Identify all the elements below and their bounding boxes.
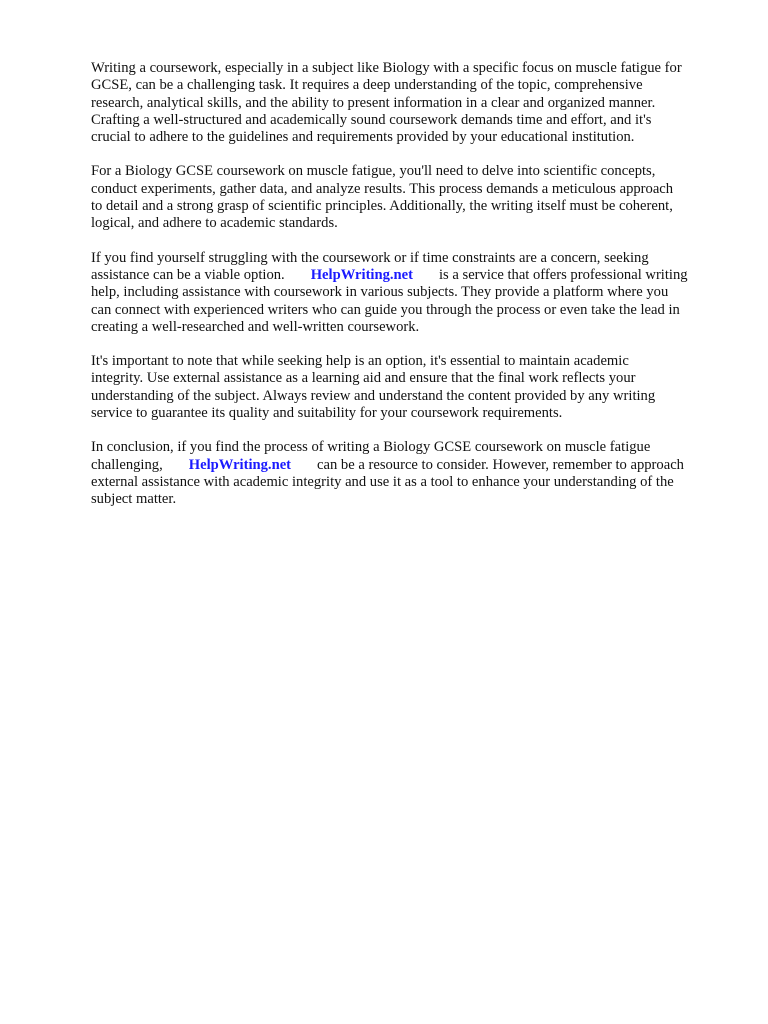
text-line: integrity. Use external assistance as a learning aid and ensure that the final work reflects your: [91, 370, 636, 387]
text-line: creating a well-researched and well-written coursework.: [91, 318, 420, 335]
paragraph-intro: [91, 60, 723, 146]
text-line: If you find yourself struggling with the coursework or if time constraints are a concern, seeking: [91, 249, 649, 266]
text-line-with-link: [91, 267, 723, 284]
paragraph-requirements: [91, 163, 723, 232]
paragraph-conclusion: [91, 439, 723, 508]
document-page: [91, 60, 723, 526]
text-line: It's important to note that while seeking help is an option, it's essential to maintain academic: [91, 353, 629, 370]
paragraph-assistance: [91, 250, 723, 336]
text-line: Writing a coursework, especially in a subject like Biology with a specific focus on muscle fatigue for: [91, 60, 682, 76]
text-line: research, analytical skills, and the ability to present information in a clear and organized manner.: [91, 94, 656, 111]
text-line: to detail and a strong grasp of scientific principles. Additionally, the writing itself must be coherent,: [91, 198, 673, 215]
text-line: Crafting a well-structured and academically sound coursework demands time and effort, and it's: [91, 111, 652, 128]
text-line: In conclusion, if you find the process of writing a Biology GCSE coursework on muscle fatigue: [91, 439, 651, 456]
text-segment: is a service that offers professional writing: [439, 266, 688, 283]
text-line: For a Biology GCSE coursework on muscle fatigue, you'll need to delve into scientific concepts,: [91, 163, 656, 180]
text-segment: challenging,: [91, 456, 163, 473]
text-line: service to guarantee its quality and suitability for your coursework requirements.: [91, 405, 563, 422]
text-segment: assistance can be a viable option.: [91, 266, 285, 283]
text-line: help, including assistance with coursework in various subjects. They provide a platform where you: [91, 284, 669, 301]
text-line: GCSE, can be a challenging task. It requires a deep understanding of the topic, comprehensive: [91, 77, 643, 94]
paragraph-integrity: [91, 353, 723, 422]
helpwriting-link[interactable]: HelpWriting.net: [188, 456, 292, 473]
text-line: crucial to adhere to the guidelines and requirements provided by your educational institution.: [91, 129, 635, 146]
text-line: understanding of the subject. Always review and understand the content provided by any writing: [91, 387, 656, 404]
text-line-with-link: [91, 457, 723, 474]
text-line: subject matter.: [91, 491, 177, 508]
text-line: can connect with experienced writers who can guide you through the process or even take the lead in: [91, 301, 680, 318]
text-line: logical, and adhere to academic standards.: [91, 215, 338, 232]
text-segment: can be a resource to consider. However, remember to approach: [317, 456, 684, 473]
text-line: conduct experiments, gather data, and analyze results. This process demands a meticulous approach: [91, 180, 674, 197]
text-line: external assistance with academic integrity and use it as a tool to enhance your understanding of the: [91, 473, 674, 490]
helpwriting-link[interactable]: HelpWriting.net: [310, 266, 413, 283]
